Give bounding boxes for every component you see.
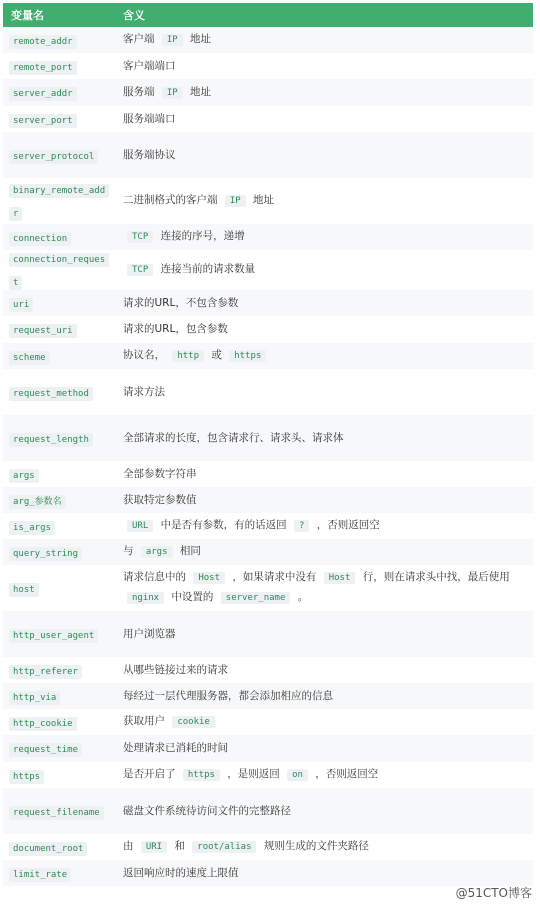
meaning-text: 连接的序号，递增 [157, 230, 245, 242]
variable-cell [3, 489, 113, 512]
variable-name: args [9, 469, 39, 483]
variable-name: scheme [9, 351, 50, 365]
table-row [3, 415, 533, 461]
table-row [3, 132, 533, 178]
inline-code: https [229, 350, 266, 362]
meaning-text: 请求的URL，不包含参数 [123, 296, 239, 309]
variable-cell [3, 144, 113, 167]
variable-name: http_user_agent [9, 629, 98, 643]
variable-cell [3, 381, 113, 404]
inline-code: ? [294, 520, 309, 532]
inline-code: URI [141, 841, 167, 853]
meaning-text: ，否则返回空 [313, 519, 380, 531]
variable-name: limit_rate [9, 868, 71, 882]
meaning-text: 返回响应时的速度上限值 [123, 866, 239, 879]
variable-cell [3, 178, 113, 224]
meaning-text: 磁盘文件系统待访问文件的完整路径 [123, 804, 291, 817]
variable-name: server_addr [9, 87, 77, 101]
inline-code: Host [193, 572, 225, 584]
inline-code: IP [225, 195, 246, 207]
meaning-cell [113, 687, 533, 706]
meaning-text: 服务端协议 [123, 148, 176, 161]
meaning-cell [113, 712, 533, 732]
inline-code: Host [324, 572, 356, 584]
meaning-cell [113, 429, 533, 448]
meaning-text: ，否则返回空 [311, 768, 379, 780]
variable-name: request_filename [9, 806, 104, 820]
header-variable-name: 变量名 [11, 9, 44, 22]
variable-cell [3, 318, 113, 341]
meaning-cell [113, 30, 533, 50]
variable-cell [3, 247, 113, 293]
meaning-cell [113, 227, 533, 247]
inline-code: IP [162, 87, 183, 99]
table-row [3, 539, 533, 565]
meaning-text: 客户端 [123, 33, 158, 45]
meaning-text: 处理请求已消耗的时间 [123, 742, 228, 754]
meaning-text: 用户浏览器 [123, 627, 176, 640]
variable-name: arg_参数名 [9, 495, 66, 509]
table-row [3, 27, 533, 53]
meaning-cell [113, 346, 533, 366]
variable-cell [3, 711, 113, 734]
meaning-cell [113, 57, 533, 76]
variable-cell [3, 862, 113, 885]
variable-name: server_port [9, 114, 77, 128]
meaning-text: 规则生成的文件夹路径 [260, 840, 369, 852]
header-meaning: 含义 [123, 9, 145, 22]
variable-name: remote_port [9, 61, 77, 75]
variable-cell [3, 515, 113, 538]
meaning-cell [113, 739, 533, 758]
variable-name: http_referer [9, 665, 82, 679]
variable-name: request_time [9, 743, 82, 757]
table-body [3, 27, 533, 886]
meaning-cell [113, 542, 533, 562]
table-row [3, 487, 533, 513]
meaning-text: 中设置的 [168, 591, 217, 603]
variable-cell [3, 55, 113, 78]
variable-cell [3, 226, 113, 249]
table-row [3, 343, 533, 369]
inline-code: http [172, 350, 204, 362]
table-row [3, 461, 533, 487]
table-row [3, 178, 533, 224]
variable-cell [3, 81, 113, 104]
meaning-cell [113, 765, 533, 785]
table-row [3, 657, 533, 683]
meaning-text: 协议名， [123, 349, 169, 361]
meaning-cell [113, 320, 533, 339]
variable-cell [3, 685, 113, 708]
meaning-text: 行，则在请求头中找，最后使用 [359, 571, 510, 583]
meaning-text: 二进制格式的客户端 [123, 194, 221, 206]
table-row [3, 834, 533, 860]
table-row [3, 106, 533, 132]
inline-code: root/alias [192, 841, 256, 853]
meaning-text: 客户端端口 [123, 59, 176, 72]
variable-name: http_cookie [9, 717, 77, 731]
variable-name: is_args [9, 521, 55, 535]
table-row [3, 611, 533, 657]
watermark: @51CTO博客 [455, 886, 532, 900]
variable-cell [3, 345, 113, 368]
inline-code: server_name [221, 592, 291, 604]
inline-code: TCP [127, 264, 153, 276]
variable-cell [3, 836, 113, 859]
meaning-text: 请求信息中的 [123, 571, 190, 583]
inline-code: https [183, 769, 220, 781]
meaning-cell [113, 802, 533, 821]
variable-name: http_via [9, 691, 60, 705]
variable-name: request_length [9, 433, 93, 447]
meaning-text: 。 [294, 591, 309, 603]
inline-code: on [287, 769, 308, 781]
meaning-cell [113, 661, 533, 680]
variable-name: connection [9, 232, 71, 246]
meaning-text: ，是则返回 [223, 768, 284, 780]
meaning-text: 相同 [176, 545, 201, 557]
variable-cell [3, 764, 113, 787]
meaning-cell [113, 465, 533, 484]
variable-name: query_string [9, 547, 82, 561]
meaning-text: 获取特定参数值 [123, 493, 197, 506]
inline-code: nginx [127, 592, 164, 604]
table-row [3, 565, 533, 611]
meaning-text: 全部参数字符串 [123, 467, 197, 480]
variable-cell [3, 108, 113, 131]
meaning-cell [113, 260, 533, 280]
meaning-text: 服务端端口 [123, 112, 176, 125]
meaning-cell [113, 191, 533, 211]
meaning-text: 请求的URL，包含参数 [123, 323, 228, 335]
variable-cell [3, 541, 113, 564]
meaning-cell [113, 383, 533, 402]
variable-name: binary_remote_addr [9, 184, 109, 221]
variable-name: https [9, 770, 44, 784]
meaning-text: 中是否有参数，有的话返回 [157, 519, 290, 531]
meaning-text: 地址 [186, 85, 212, 98]
variable-name: request_method [9, 387, 93, 401]
meaning-text: 和 [171, 840, 189, 852]
variable-cell [3, 427, 113, 450]
variable-cell [3, 292, 113, 315]
table-row [3, 290, 533, 316]
meaning-cell [113, 146, 533, 165]
table-row [3, 250, 533, 290]
meaning-text: 或 [208, 349, 226, 361]
meaning-cell [113, 83, 533, 103]
table-row [3, 762, 533, 788]
meaning-cell [113, 516, 533, 536]
meaning-cell [113, 294, 533, 313]
meaning-text: 与 [123, 545, 137, 557]
table-row [3, 316, 533, 343]
meaning-cell [113, 864, 533, 883]
variable-name: uri [9, 298, 33, 312]
variable-name: connection_request [9, 253, 109, 290]
meaning-text: 地址 [186, 33, 212, 45]
table-header [3, 3, 533, 27]
table-row [3, 513, 533, 539]
meaning-cell [113, 491, 533, 510]
meaning-cell [113, 110, 533, 129]
inline-code: TCP [127, 231, 153, 243]
variable-cell [3, 463, 113, 486]
table-row [3, 709, 533, 735]
meaning-text: 由 [123, 840, 137, 852]
meaning-text: 请求方法 [123, 385, 165, 398]
variable-cell [3, 737, 113, 760]
variable-name: document_root [9, 842, 87, 856]
inline-code: args [141, 546, 173, 558]
meaning-cell [113, 625, 533, 644]
meaning-text: 连接当前的请求数量 [157, 263, 256, 275]
variable-name: host [9, 583, 39, 597]
variable-cell [3, 623, 113, 646]
variables-table [3, 3, 533, 886]
meaning-cell [113, 568, 533, 608]
meaning-text: 从哪些链接过来的请求 [123, 663, 228, 676]
meaning-text: 地址 [249, 194, 275, 206]
meaning-text: 每经过一层代理服务器，都会添加相应的信息 [123, 689, 333, 702]
variable-cell [3, 29, 113, 52]
meaning-text: 获取用户 [123, 715, 169, 727]
meaning-text: 服务端 [123, 85, 158, 98]
inline-code: URL [127, 520, 153, 532]
table-row [3, 369, 533, 415]
meaning-text: 是否开启了 [123, 768, 179, 780]
table-row [3, 735, 533, 762]
variable-cell [3, 659, 113, 682]
meaning-text: 全部请求的长度，包含请求行、请求头、请求体 [123, 431, 344, 444]
variable-cell [3, 800, 113, 823]
variable-name: server_protocol [9, 150, 98, 164]
inline-code: cookie [172, 716, 215, 728]
meaning-text: ，如果请求中没有 [229, 571, 320, 583]
table-row [3, 860, 533, 886]
table-row [3, 788, 533, 834]
variable-name: request_uri [9, 324, 77, 338]
table-row [3, 683, 533, 709]
variable-cell [3, 577, 113, 600]
table-row [3, 79, 533, 106]
inline-code: IP [162, 34, 183, 46]
meaning-cell [113, 837, 533, 857]
table-row [3, 53, 533, 79]
variable-name: remote_addr [9, 35, 77, 49]
